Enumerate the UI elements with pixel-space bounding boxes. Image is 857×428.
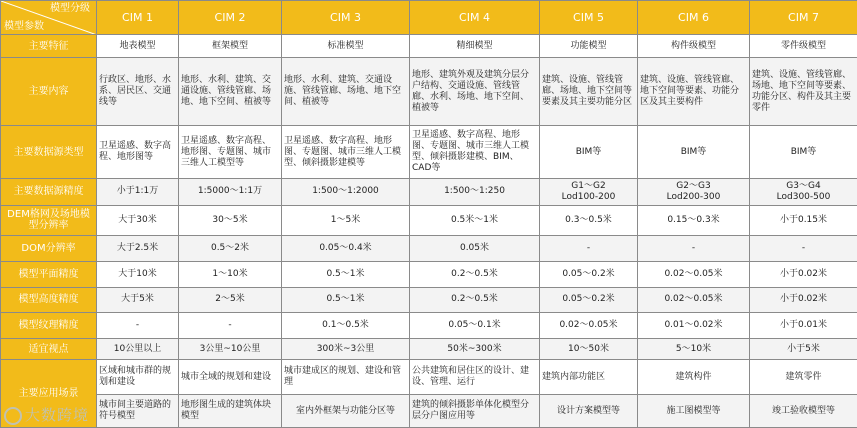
row-param-label: DEM格网及场地模型分辨率 xyxy=(1,205,97,235)
table-cell: 地形、水利、建筑、交通设施、管线管廊、场地、地下空间、植被等 xyxy=(179,58,282,126)
table-cell: 竣工验收模型等 xyxy=(750,395,857,428)
table-cell: 0.05～0.4米 xyxy=(282,236,410,262)
table-cell: 建筑的倾斜摄影单体化模型分层分户图应用等 xyxy=(410,395,540,428)
table-cell: 0.05～0.2米 xyxy=(540,261,638,287)
table-cell: 设计方案模型等 xyxy=(540,395,638,428)
table-cell: 30～5米 xyxy=(179,205,282,235)
table-cell: 大于5米 xyxy=(97,287,179,313)
table-cell: 零件级模型 xyxy=(750,35,857,58)
corner-top-label: 模型分级 xyxy=(50,3,90,14)
level-header: CIM 7 xyxy=(750,1,857,35)
table-cell: 小于0.02米 xyxy=(750,261,857,287)
table-cell: 小于5米 xyxy=(750,339,857,360)
table-cell: 建筑、设施、管线管廊、地下空间等要素、功能分区及其主要构件 xyxy=(638,58,750,126)
table-row xyxy=(1,287,857,313)
table-cell: 0.15～0.3米 xyxy=(638,205,750,235)
table-cell: 小于1:1万 xyxy=(97,178,179,205)
level-header: CIM 4 xyxy=(410,1,540,35)
table-cell: BIM等 xyxy=(750,126,857,179)
table-cell: 300米~3公里 xyxy=(282,339,410,360)
table-row xyxy=(1,313,857,339)
watermark-logo-icon xyxy=(4,407,22,425)
table-cell: 精细模型 xyxy=(410,35,540,58)
table-cell: 大于30米 xyxy=(97,205,179,235)
table-cell: 室内外框架与功能分区等 xyxy=(282,395,410,428)
table-cell: 10～50米 xyxy=(540,339,638,360)
table-cell: 0.01～0.02米 xyxy=(638,313,750,339)
table-cell: 大于2.5米 xyxy=(97,236,179,262)
table-row xyxy=(1,360,857,395)
table-row xyxy=(1,126,857,179)
table-cell: 地形图生成的建筑体块模型 xyxy=(179,395,282,428)
table-cell: G2～G3 Lod200-300 xyxy=(638,178,750,205)
row-param-label: 主要特征 xyxy=(1,35,97,58)
table-cell: 1:500～1:2000 xyxy=(282,178,410,205)
table-cell: 0.05～0.1米 xyxy=(410,313,540,339)
table-cell: 卫星遥感、数字高程、地形图、专题图、城市三维人工模型、倾斜摄影建模、BIM、CAD等 xyxy=(410,126,540,179)
table-cell: 标准模型 xyxy=(282,35,410,58)
table-cell: 0.05～0.2米 xyxy=(540,287,638,313)
table-cell: 0.02～0.05米 xyxy=(638,261,750,287)
table-cell: 0.2～0.5米 xyxy=(410,287,540,313)
row-param-label: DOM分辨率 xyxy=(1,236,97,262)
table-cell: 卫星遥感、数字高程、地形图等 xyxy=(97,126,179,179)
table-cell: 行政区、地形、水系、居民区、交通线等 xyxy=(97,58,179,126)
table-cell: 0.02～0.05米 xyxy=(638,287,750,313)
level-header: CIM 1 xyxy=(97,1,179,35)
row-param-label: 主要应用场景 xyxy=(1,360,97,428)
table-cell: 城市间主要道路的符号模型 xyxy=(97,395,179,428)
table-cell: 1～10米 xyxy=(179,261,282,287)
table-cell: 3公里~10公里 xyxy=(179,339,282,360)
row-param-label: 主要数据源类型 xyxy=(1,126,97,179)
table-cell: 构件级模型 xyxy=(638,35,750,58)
table-cell: 功能模型 xyxy=(540,35,638,58)
table-cell: 0.5～1米 xyxy=(282,261,410,287)
table-cell: 0.5～2米 xyxy=(179,236,282,262)
table-cell: 10公里以上 xyxy=(97,339,179,360)
row-param-label: 模型高度精度 xyxy=(1,287,97,313)
table-row xyxy=(1,236,857,262)
table-cell: 5～10米 xyxy=(638,339,750,360)
level-header: CIM 3 xyxy=(282,1,410,35)
level-header: CIM 2 xyxy=(179,1,282,35)
table-cell: 0.3～0.5米 xyxy=(540,205,638,235)
table-cell: 建筑构件 xyxy=(638,360,750,395)
table-cell: 1:5000～1:1万 xyxy=(179,178,282,205)
table-cell: 0.02～0.05米 xyxy=(540,313,638,339)
row-param-label: 主要数据源精度 xyxy=(1,178,97,205)
row-param-label: 模型纹理精度 xyxy=(1,313,97,339)
table-cell: 0.5～1米 xyxy=(282,287,410,313)
table-cell: 框架模型 xyxy=(179,35,282,58)
table-cell: - xyxy=(638,236,750,262)
level-header: CIM 6 xyxy=(638,1,750,35)
table-cell: 0.2～0.5米 xyxy=(410,261,540,287)
table-cell: BIM等 xyxy=(638,126,750,179)
table-cell: 大于10米 xyxy=(97,261,179,287)
table-cell: 地形、水利、建筑、交通设施、管线管廊、场地、地下空间、植被等 xyxy=(282,58,410,126)
table-cell: 小于0.01米 xyxy=(750,313,857,339)
table-cell: 建筑内部功能区 xyxy=(540,360,638,395)
table-cell: 城市全域的规划和建设 xyxy=(179,360,282,395)
corner-bottom-label: 模型参数 xyxy=(4,21,44,32)
table-cell: 小于0.02米 xyxy=(750,287,857,313)
table-cell: BIM等 xyxy=(540,126,638,179)
table-body xyxy=(1,35,857,428)
table-cell: - xyxy=(179,313,282,339)
table-row xyxy=(1,178,857,205)
table-cell: 卫星遥感、数字高程、地形图、专题图、城市三维人工模型等 xyxy=(179,126,282,179)
table-cell: 小于0.15米 xyxy=(750,205,857,235)
table-cell: 城市建成区的规划、建设和管理 xyxy=(282,360,410,395)
table-cell: 地形、建筑外观及建筑分层分户结构、交通设施、管线管廊、水利、场地、地下空间、植被等 xyxy=(410,58,540,126)
table-cell: 2～5米 xyxy=(179,287,282,313)
table-cell: - xyxy=(540,236,638,262)
table-cell: 区域和城市群的规划和建设 xyxy=(97,360,179,395)
table-cell: 1～5米 xyxy=(282,205,410,235)
table-cell: 1:500～1:250 xyxy=(410,178,540,205)
table-cell: 卫星遥感、数字高程、地形图、专题图、城市三维人工模型、倾斜摄影建模等 xyxy=(282,126,410,179)
table-cell: 建筑、设施、管线管廊、场地、地下空间等要素及其主要功能分区 xyxy=(540,58,638,126)
row-param-label: 模型平面精度 xyxy=(1,261,97,287)
corner-header xyxy=(1,1,97,35)
table-row xyxy=(1,58,857,126)
table-row xyxy=(1,339,857,360)
table-cell: G1～G2 Lod100-200 xyxy=(540,178,638,205)
table-cell: 0.1～0.5米 xyxy=(282,313,410,339)
table-cell: 0.5米～1米 xyxy=(410,205,540,235)
table-cell: G3～G4 Lod300-500 xyxy=(750,178,857,205)
watermark-text: 大数跨境 xyxy=(25,406,90,424)
table-row xyxy=(1,261,857,287)
table-row xyxy=(1,35,857,58)
table-row xyxy=(1,205,857,235)
row-param-label: 主要内容 xyxy=(1,58,97,126)
table-cell: 地表模型 xyxy=(97,35,179,58)
watermark xyxy=(4,404,89,425)
table-cell: 50米~300米 xyxy=(410,339,540,360)
table-row xyxy=(1,395,857,428)
table-cell: 建筑零件 xyxy=(750,360,857,395)
table-cell: 建筑、设施、管线管廊、场地、地下空间等要素、功能分区、构件及其主要零件 xyxy=(750,58,857,126)
level-header: CIM 5 xyxy=(540,1,638,35)
row-param-label: 适宜视点 xyxy=(1,339,97,360)
table-cell: - xyxy=(97,313,179,339)
header-row xyxy=(1,1,857,35)
table-cell: 0.05米 xyxy=(410,236,540,262)
table-cell: - xyxy=(750,236,857,262)
table-cell: 施工图模型等 xyxy=(638,395,750,428)
table-cell: 公共建筑和居住区的设计、建设、管理、运行 xyxy=(410,360,540,395)
